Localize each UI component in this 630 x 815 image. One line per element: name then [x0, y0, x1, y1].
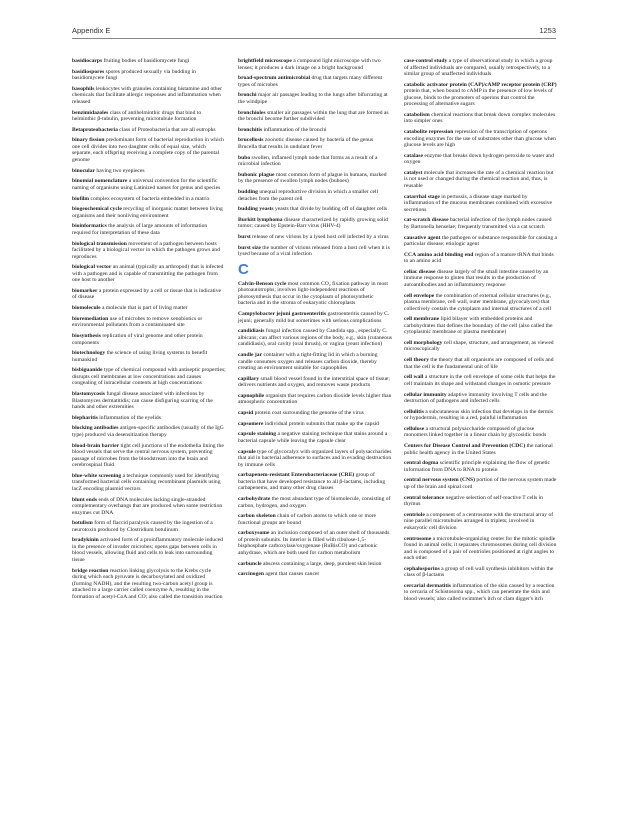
glossary-definition: fungal infection caused by Candida spp., especially C. albicans; can affect various regions of the body, e.g., skin (cutaneous candidiasis), oral cavity (oral thrush), or vagina (yeast infection) — [238, 328, 392, 348]
glossary-definition: enzyme that breaks down hydrogen peroxide to water and oxygen — [404, 152, 554, 166]
glossary-entry — [404, 129, 558, 149]
glossary-term: brightfield microscope — [238, 58, 292, 64]
glossary-term: biological transmission — [72, 240, 127, 247]
glossary-term: central dogma — [404, 460, 439, 467]
glossary-definition: protein coat surrounding the genome of the virus — [254, 410, 364, 417]
glossary-definition: agent that causes cancer — [265, 571, 320, 578]
glossary-term: capsid — [238, 410, 254, 417]
glossary-term: bioremediation — [72, 315, 109, 322]
glossary-term: Calvin-Benson cycle — [238, 280, 287, 287]
glossary-definition: the pathogen or substance responsible for causing a particular disease; etiologic agent — [404, 234, 558, 247]
glossary-term: bubo — [238, 154, 251, 161]
glossary-term: centrosome — [404, 535, 432, 542]
glossary-definition: the science of using living systems to benefit humankind — [72, 350, 208, 363]
glossary-entry — [238, 217, 392, 230]
glossary-term: biotechnology — [72, 350, 106, 357]
glossary-definition: ends of DNA molecules lacking single-stranded complementary overhangs that are produced when some restriction enzymes cut DNA — [72, 496, 223, 516]
glossary-term: cell wall — [404, 374, 424, 381]
glossary-entry — [238, 58, 392, 71]
glossary-entry — [238, 281, 392, 307]
glossary-entry — [238, 75, 392, 88]
glossary-definition: release of new virions by a lysed host cell infected by a virus — [252, 234, 389, 241]
glossary-term: capillary — [238, 375, 260, 382]
glossary-entry — [238, 410, 392, 417]
glossary-entry — [404, 235, 558, 248]
glossary-entry — [238, 472, 392, 492]
glossary-definition: most common CO₂ fixation pathway in most photoautotrophs; involves light-independent reactions of photosynthesis that occur in the cytoplasm of photosynthetic bacteria and in the stroma of eukaryotic chloroplasts — [238, 280, 388, 307]
glossary-definition: inflammation of the eyelids — [99, 414, 161, 421]
glossary-entry — [238, 328, 392, 348]
glossary-term: botulism — [72, 520, 93, 527]
glossary-entry — [238, 311, 392, 324]
glossary-term: bisbiguanide — [72, 367, 103, 374]
glossary-term: cell membrane — [404, 316, 440, 323]
glossary-entry — [238, 571, 392, 578]
glossary-definition: the analysis of large amounts of information required for interpretation of these data — [72, 223, 208, 236]
glossary-entry — [404, 566, 558, 579]
glossary-definition: an animal (typically an arthropod) that is infected with a pathogen and is capable of transmitting the pathogen from one host to another — [72, 264, 224, 284]
glossary-entry — [72, 316, 226, 329]
glossary-entry — [72, 391, 226, 411]
glossary-definition: a universal convention for the scientific naming of organisms using Latinized names for genus and species — [72, 178, 221, 191]
glossary-definition: a molecule that is part of living matter — [102, 305, 188, 312]
glossary-entry — [72, 443, 226, 469]
glossary-entry — [404, 357, 558, 370]
glossary-term: catabolism — [404, 111, 430, 118]
glossary-entry — [72, 367, 226, 387]
glossary-entry — [72, 333, 226, 346]
glossary-definition: zoonotic disease caused by bacteria of the genus Brucella that results in undulant fever — [238, 137, 374, 150]
glossary-definition: a microtubule-organizing center for the mitotic spindle found in animal cells; it separates chromosomes during cell division and is composed of a pair of centrioles positioned at right angles to each other — [404, 535, 557, 561]
glossary-definition: type of chemical compound with antiseptic properties; disrupts cell membranes at low concentrations and causes congealing of intracellular contents at high concentrations — [72, 367, 226, 387]
glossary-entry — [72, 86, 226, 106]
glossary-term: catarrhal stage — [404, 193, 440, 200]
glossary-entry — [72, 110, 226, 123]
glossary-entry — [404, 293, 558, 313]
glossary-definition: fruiting bodies of basidiomycete fungi — [103, 58, 190, 64]
glossary-entry — [238, 421, 392, 428]
glossary-term: cell morphology — [404, 339, 443, 346]
glossary-term: biological vector — [72, 264, 112, 271]
glossary-definition: small blood vessel found in the interstitial space of tissue; delivers nutrients and oxygen, and removes waste products — [238, 375, 390, 389]
glossary-term: carbuncle — [238, 560, 262, 567]
glossary-entry — [404, 269, 558, 289]
glossary-term: bioinformatics — [72, 223, 107, 230]
glossary-entry — [238, 189, 392, 202]
glossary-term: cephalosporins — [404, 565, 440, 572]
glossary-entry — [72, 206, 226, 219]
glossary-definition: reaction linking glycolysis to the Krebs cycle during which each pyruvate is decarboxylated and oxidized (forming NADH), and the resulting two-carbon acetyl group is attached to a large carrier called coenzyme A, resulting in the formation of acetyl-CoA and CO; also called the transition reaction — [72, 567, 223, 600]
glossary-definition: having two eyepieces — [96, 167, 145, 174]
glossary-term: binocular — [72, 167, 96, 174]
glossary-term: blood-brain barrier — [72, 442, 120, 449]
glossary-definition: inflammation of the bronchi — [263, 126, 327, 133]
glossary-entry — [72, 223, 226, 236]
glossary-entry — [404, 460, 558, 473]
glossary-entry — [404, 170, 558, 190]
glossary-definition: the combination of external cellular structures (e.g., plasma membrane, cell wall, outer membrane, glycocalyces) that collectively contain the cytoplasm and internal structures of a cell — [404, 292, 552, 312]
glossary-term: carcinogen — [238, 571, 264, 578]
glossary-entry — [238, 172, 392, 185]
glossary-entry — [404, 443, 558, 456]
glossary-term: capsule — [238, 448, 256, 455]
glossary-term: blocking antibodies — [72, 425, 119, 432]
glossary-entry — [72, 241, 226, 261]
glossary-definition: a protein expressed by a cell or tissue that is indicative of disease — [72, 287, 221, 301]
glossary-definition: group of bacteria that have developed resistance to all β-lactams, including carbapenems, and many other drug classes — [238, 472, 386, 492]
glossary-entry — [238, 530, 392, 556]
glossary-definition: a component of a centrosome with the structural array of nine parallel microtubules arranged in triplets; involved in eukaryotic cell division — [404, 511, 554, 531]
glossary-term: catalase — [404, 152, 423, 159]
glossary-term: budding — [238, 189, 258, 195]
glossary-definition: predominant form of bacterial reproduction in which one cell divides into two daughter cells of equal size, which separate, each offspring receiving a complete copy of the parental genome — [72, 137, 224, 163]
glossary-term: centriole — [404, 511, 425, 518]
glossary-entry — [72, 69, 226, 82]
glossary-entry — [72, 415, 226, 422]
glossary-term: biomolecule — [72, 305, 101, 312]
glossary-term: capnophile — [238, 392, 265, 399]
glossary-term: catalyst — [404, 169, 423, 176]
glossary-column-3 — [404, 58, 558, 607]
glossary-term: basidiocarps — [72, 58, 103, 64]
glossary-definition: individual protein subunits that make up the capsid — [264, 420, 379, 427]
glossary-term: biofilm — [72, 195, 90, 202]
header-rule — [72, 38, 556, 39]
glossary-term: blastomycosis — [72, 391, 105, 398]
glossary-definition: tight cell junctions of the endothelia lining the blood vessels that serve the central nervous system, preventing passage of microbes from the bloodstream into the brain and cerebrospinal fluid — [72, 442, 224, 469]
glossary-definition: repression of the transcription of operons encoding enzymes for the use of substrates other than glucose when glucose levels are high — [404, 129, 556, 149]
section-title: Appendix E — [72, 26, 111, 35]
glossary-definition: protein that, when bound to cAMP in the presence of low levels of glucose, binds to the promoters of operons that control the processing of alternative sugars — [404, 88, 553, 108]
glossary-definition: portion of the nervous system made up of the brain and spinal cord — [404, 477, 557, 490]
glossary-entry — [238, 234, 392, 241]
glossary-term: case-control study — [404, 58, 448, 64]
glossary-term: cell theory — [404, 357, 430, 364]
glossary-term: broad-spectrum antimicrobial — [238, 75, 311, 82]
glossary-definition: a subcutaneous skin infection that develops in the dermis or hypodermis, resulting in a red, painful inflammation — [404, 408, 553, 422]
glossary-columns — [72, 58, 558, 800]
glossary-entry — [238, 376, 392, 389]
glossary-term: catabolite repression — [404, 129, 454, 136]
glossary-term: cercarial dermatitis — [404, 582, 451, 589]
glossary-term: bubonic plague — [238, 171, 275, 178]
glossary-term: brucellosis — [238, 137, 264, 144]
glossary-definition: bacterial infection of the lymph nodes caused by Bartonella henselae; frequently transmitted via a cat scratch — [404, 217, 552, 230]
glossary-definition: the most abundant type of biomolecule, consisting of carbon, hydrogen, and oxygen — [238, 496, 391, 509]
glossary-definition: unequal reproductive division in which a smaller cell detaches from the parent cell — [238, 189, 379, 202]
glossary-definition: a structure in the cell envelope of some cells that helps the cell maintain its shape and withstand changes in osmotic pressure — [404, 374, 556, 387]
glossary-definition: class of antihelminthic drugs that bind to helminthic β-tubulin, preventing microtubule formation — [72, 109, 202, 123]
glossary-term: bronchitis — [238, 126, 263, 133]
glossary-term: blepharitis — [72, 414, 98, 421]
glossary-term: cellulose — [404, 425, 425, 432]
glossary-entry — [404, 392, 558, 405]
glossary-term: Centers for Disease Control and Prevention (CDC) — [404, 443, 526, 450]
glossary-term: burst size — [238, 244, 261, 251]
glossary-entry — [238, 449, 392, 469]
glossary-definition: type of glycocalyx with organized layers of polysaccharides that aid in bacterial adherence to surfaces and in evading destruction by immune cells — [238, 448, 392, 468]
glossary-term: Burkitt lymphoma — [238, 216, 283, 223]
glossary-entry — [404, 536, 558, 562]
glossary-entry — [404, 252, 558, 265]
glossary-definition: chemical reactions that break down complex molecules into simpler ones — [404, 111, 556, 125]
glossary-entry — [72, 178, 226, 191]
glossary-definition: the theory that all organisms are composed of cells and that the cell is the fundamental unit of life — [404, 357, 554, 370]
glossary-term: cell envelope — [404, 292, 435, 299]
glossary-definition: a type of observational study in which a group of affected individuals are compared, usually retrospectively, to a similar group of unaffected individuals — [404, 58, 553, 77]
glossary-entry — [238, 496, 392, 509]
glossary-term: blue-white screening — [72, 472, 122, 479]
glossary-term: catabolic activator protein (CAP)/cAMP receptor protein (CRP) — [404, 81, 557, 88]
glossary-term: carbon skeleton — [238, 513, 276, 520]
glossary-definition: in pertussis, a disease stage marked by inflammation of the mucous membranes combined with excessive secretions — [404, 193, 553, 213]
glossary-definition: disease characterized by rapidly growing solid tumor; caused by Epstein-Barr virus (HHV-4) — [238, 216, 388, 230]
glossary-entry — [72, 196, 226, 203]
glossary-entry — [238, 110, 392, 123]
glossary-entry — [72, 305, 226, 312]
glossary-term: bronchioles — [238, 109, 266, 116]
glossary-definition: a negative staining technique that stains around a bacterial capsule while leaving the capsule clear — [238, 431, 388, 444]
glossary-definition: lipid bilayer with embedded proteins and carbohydrates that defines the boundary of the cell (also called the cytoplasmic membrane or plasma membrane) — [404, 316, 553, 336]
glossary-definition: movement of a pathogen between hosts facilitated by a biological vector in which the pathogen grows and reproduces — [72, 240, 220, 260]
glossary-definition: antigen-specific antibodies (usually of the IgG type) produced via desensitization therapy — [72, 425, 224, 438]
glossary-term: budding yeasts — [238, 206, 274, 213]
glossary-entry — [72, 264, 226, 284]
glossary-term: bradykinin — [72, 537, 99, 544]
glossary-definition: use of microbes to remove xenobiotics or environmental pollutants from a contaminated site — [72, 315, 203, 329]
glossary-entry — [238, 127, 392, 134]
glossary-definition: cell shape, structure, and arrangement, as viewed microscopically — [404, 339, 554, 353]
glossary-definition: spores produced sexually via budding in basidiomycete fungi — [72, 68, 196, 82]
glossary-term: central tolerance — [404, 494, 445, 501]
glossary-entry — [404, 512, 558, 532]
glossary-term: capsule staining — [238, 431, 277, 438]
glossary-entry — [404, 477, 558, 490]
glossary-entry — [72, 520, 226, 533]
glossary-entry — [404, 340, 558, 353]
glossary-entry — [72, 497, 226, 517]
glossary-entry — [404, 112, 558, 125]
glossary-definition: class of Proteobacteria that are all eutrophs — [119, 126, 216, 133]
glossary-term: carbohydrate — [238, 496, 271, 502]
running-head — [72, 26, 556, 38]
glossary-entry — [404, 194, 558, 214]
glossary-definition: negative selection of self-reactive T cells in thymus — [404, 494, 543, 508]
glossary-term: binary fission — [72, 137, 105, 144]
glossary-definition: drug that targets many different types of microbes — [238, 75, 383, 88]
glossary-definition: a structural polysaccharide composed of glucose monomers linked together in a linear chain by glycosidic bonds — [404, 425, 547, 439]
glossary-term: bridge reaction — [72, 567, 109, 574]
glossary-definition: most common form of plague in humans, marked by the presence of swollen lymph nodes (buboes) — [238, 171, 387, 185]
glossary-entry — [404, 153, 558, 166]
glossary-entry — [72, 473, 226, 493]
glossary-entry — [238, 513, 392, 526]
glossary-definition: yeasts that divide by budding off of daughter cells — [275, 206, 388, 213]
glossary-definition: the number of virions released from a host cell when it is lysed because of a viral infection — [238, 244, 390, 258]
glossary-definition: chain of carbon atoms to which one or more functional groups are bound — [238, 513, 376, 526]
glossary-definition: abscess containing a large, deep, purulent skin lesion — [263, 560, 382, 567]
glossary-definition: form of flaccid paralysis caused by the ingestion of a neurotoxin produced by Clostridium botulinum — [72, 520, 213, 533]
glossary-term: blunt ends — [72, 496, 98, 503]
glossary-term: biogeochemical cycle — [72, 206, 122, 213]
glossary-entry — [72, 127, 226, 134]
glossary-term: carboxysome — [238, 530, 270, 537]
glossary-definition: disease largely of the small intestine caused by an immune response to gluten that results in the production of autoantibodies and an inflammatory response — [404, 268, 549, 288]
glossary-term: candidiasis — [238, 328, 265, 335]
glossary-entry — [238, 206, 392, 213]
glossary-definition: a compound light microscope with two lenses; it produces a dark image on a bright background — [238, 58, 381, 71]
glossary-term: Campylobacter jejuni gastroenteritis — [238, 311, 327, 318]
glossary-definition: adaptive immunity involving T cells and the destruction of pathogens and infected cells — [404, 391, 547, 404]
glossary-entry — [72, 137, 226, 163]
glossary-term: biomarker — [72, 287, 98, 294]
glossary-term: candle jar — [238, 352, 263, 358]
glossary-term: basidiospores — [72, 68, 105, 75]
glossary-term: cellular immunity — [404, 391, 447, 398]
glossary-definition: region of a mature tRNA that binds to an amino acid — [404, 251, 554, 265]
glossary-definition: complex ecosystem of bacteria embedded in a matrix — [90, 195, 210, 202]
glossary-entry — [72, 168, 226, 175]
glossary-entry — [72, 58, 226, 65]
glossary-definition: swollen, inflamed lymph node that forms as a result of a microbial infection — [238, 154, 378, 168]
glossary-definition: fungal disease associated with infections by Blastomyces dermatitidis; can cause disfiguring scarring of the hands and other extremities — [72, 391, 213, 411]
glossary-definition: inflammation of the skin caused by a reaction to cercaria of Schistosoma spp., which can penetrate the skin and blood vessels; also called swimmer's itch or clam digger's itch — [404, 582, 555, 602]
glossary-definition: molecule that increases the rate of a chemical reaction but is not used or changed during the chemical reaction and, thus, is reusable — [404, 169, 554, 189]
glossary-definition: a technique commonly used for identifying transformed bacterial cells containing recombinant plasmids using lacZ encoding plasmid vectors — [72, 472, 221, 492]
glossary-entry — [238, 155, 392, 168]
glossary-entry — [238, 92, 392, 105]
glossary-definition: smaller air passages within the lung that are formed as the bronchi become further subdivided — [238, 109, 389, 123]
glossary-definition: container with a tight-fitting lid in which a burning candle consumes oxygen and releases carbon dioxide, thereby creating an environment suitable for capnophiles — [238, 352, 378, 371]
glossary-term: CCA amino acid binding end — [404, 251, 474, 258]
glossary-entry — [238, 393, 392, 406]
glossary-term: causative agent — [404, 234, 441, 241]
glossary-definition: replication of viral genome and other protein components — [72, 333, 203, 346]
glossary-term: burst — [238, 234, 251, 241]
glossary-entry — [404, 426, 558, 439]
glossary-entry — [404, 495, 558, 508]
glossary-entry — [404, 583, 558, 603]
glossary-entry — [404, 82, 558, 108]
glossary-entry — [238, 137, 392, 150]
glossary-term: carbapenem-resistant Enterobacteriaceae (CRE) — [238, 472, 355, 479]
glossary-entry — [72, 350, 226, 363]
glossary-term: basophils — [72, 85, 95, 92]
glossary-entry — [72, 288, 226, 301]
glossary-column-2 — [238, 58, 392, 582]
glossary-term: cat-scratch disease — [404, 217, 449, 224]
glossary-entry — [238, 561, 392, 568]
section-letter: C — [238, 260, 249, 278]
glossary-entry — [404, 217, 558, 230]
glossary-entry — [72, 537, 226, 563]
glossary-definition: gastroenteritis caused by C. jejuni; generally mild but sometimes with serious complications — [238, 311, 390, 324]
glossary-entry — [404, 374, 558, 387]
glossary-definition: a group of cell wall synthesis inhibitors within the class of β-lactams — [404, 565, 554, 579]
glossary-term: Betaproteobacteria — [72, 126, 118, 133]
glossary-definition: activated form of a proinflammatory molecule induced in the presence of invader microbes; opens gaps between cells in blood vessels, allowing fluid and cells to leak into surrounding tissue — [72, 537, 223, 563]
glossary-term: binomial nomenclature — [72, 178, 128, 185]
glossary-term: benzimidazoles — [72, 109, 109, 116]
glossary-definition: an inclusion composed of an outer shell of thousands of protein subunits. Its interior is filled with ribulose-1,5-bisphosphate carboxylase/oxygenase (RuBisCO) and carbonic anhydrase, which are both used for carbon metabolism — [238, 530, 390, 556]
glossary-entry — [72, 425, 226, 438]
page-number: 1253 — [539, 26, 556, 35]
glossary-entry — [238, 352, 392, 372]
glossary-definition: recycling of inorganic matter between living organisms and their nonliving environment — [72, 206, 223, 219]
glossary-term: bronchi — [238, 92, 257, 99]
glossary-entry — [404, 409, 558, 422]
glossary-entry — [404, 58, 558, 78]
glossary-definition: the national public health agency in the United States — [404, 443, 553, 456]
glossary-entry — [72, 568, 226, 601]
glossary-definition: scientific principle explaining the flow of genetic information from DNA to RNA to protein — [404, 460, 551, 473]
glossary-term: biosynthesis — [72, 333, 101, 339]
glossary-column-1 — [72, 58, 226, 604]
glossary-definition: leukocytes with granules containing histamine and other chemicals that facilitate allergic responses and inflammation when released — [72, 85, 222, 105]
glossary-definition: major air passages leading to the lungs after bifurcating at the windpipe — [238, 92, 388, 105]
glossary-term: central nervous system (CNS) — [404, 477, 475, 484]
glossary-term: celiac disease — [404, 268, 436, 275]
glossary-entry — [238, 431, 392, 444]
glossary-term: capsomere — [238, 420, 264, 427]
glossary-entry — [404, 316, 558, 336]
glossary-definition: organism that requires carbon dioxide levels higher than atmospheric concentration — [238, 392, 392, 406]
glossary-entry — [238, 245, 392, 258]
glossary-term: cellulitis — [404, 408, 424, 415]
